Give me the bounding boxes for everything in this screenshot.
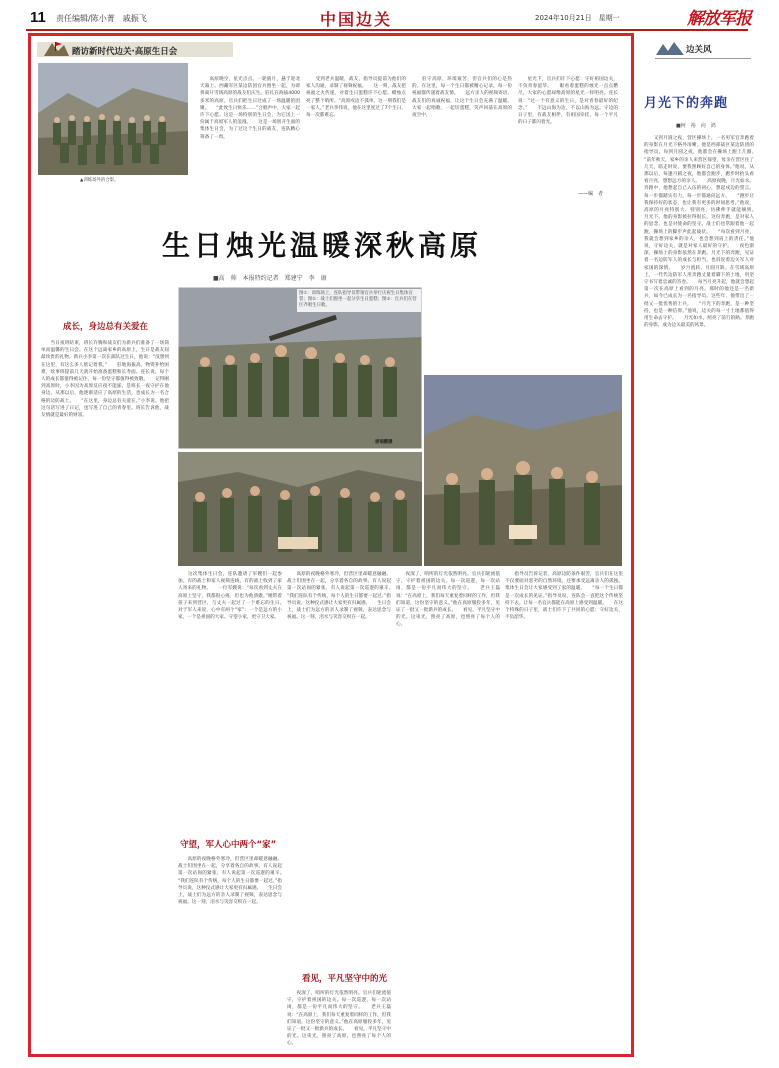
page-header (0, 0, 779, 32)
article-headline: 生日烛光温暖深秋高原 (162, 229, 483, 262)
article-col-d: 夜深了，哨所的灯光依然明亮。官兵们轮流值守，守护着祖国的边关。每一次巡逻，每一次站岗，都是一份平凡而伟大的坚守。 老兵王磊说：“在高原上，我们每天重复着同样的工作，但我们知道，这份坚守的意义。”他在高原服役多年，见证了一批又一批新兵的成长。 看见，平凡坚守中的光。这束光，照亮了高原，也照亮了每个人的心。 (396, 572, 500, 628)
top-photo-caption: ▲训练场外的合影。 (80, 178, 119, 183)
article-col-c2: 夜深了，哨所的灯光依然明亮。官兵们轮流值守，守护着祖国的边关。每一次巡逻，每一次站岗，都是一份平凡而伟大的坚守。 老兵王磊说：“在高原上，我们每天重复着同样的工作，但我们知道，这份坚守的意义。”他在高原服役多年，见证了一批又一批新兵的成长。 看见，平凡坚守中的光。这束光，照亮了高原，也照亮了每个人的心。 (287, 991, 391, 1047)
article-col-b2: 高原的夜晚格外寒冷，但营区里却暖意融融。战士们围坐在一起，分享着各自的故事。有人说起第一次站岗的紧张，有人说起第一次巡逻的艰辛。 “我们连队有个传统，每个人的生日都要一起过。”指导员说，这种仪式感让大家更有归属感。 生日会上，战士们为远方的亲人录制了视频，表达思念与祝福。这一刻，泪水与笑容交织在一起。 (178, 857, 282, 906)
photographer-credit: 唐瑞鹏摄 (375, 440, 393, 445)
main-photo-caption: 图①：训练场上，连队指导员带领官兵举行庆祝生日集体宣誓；图②：战士们围坐一起分享生日蛋糕；图③：官兵们在营区齐唱生日歌。 (297, 289, 421, 312)
header-rule (26, 29, 748, 31)
top-photo (38, 63, 188, 175)
intro-author: ——编 者 (578, 191, 604, 197)
intro-col-2: 受到老兵温暖，战友、指导员提前为他们的家人沟通，录制了视频祝福。 这一刻，战友把祝福之火传递，对着生日蛋糕许下心愿。蜡烛点亮了整个哨所。“高原戍边不孤单，这一刻我们是一家人。”老兵李伟说，他在这里度过了7个生日，每一次都难忘。 (306, 77, 406, 119)
subhead-light: 看见，平凡坚守中的光 (302, 974, 388, 984)
article-col-b: 这次集体生日会，连队邀请了军嫂们一起参加。有的战士和家人视频连线，有的战士收到了家人寄来的礼物。 一位军嫂说：“每次看到丈夫在高原上坚守，我都很心疼，但也为他骄傲。”她带着孩子来到营区，与丈夫一起过了一个难忘的生日。 对于军人来说，心中有两个“家”：一个是远方的小家，一个是祖国的大家。守望小家，更守卫大家。 (178, 572, 282, 621)
newspaper-logo: 解放军报 (687, 9, 751, 29)
article-byline: ■高 帅 本报特约记者 郑建宁 李 康 (213, 275, 327, 282)
sidebar-tag-icon (655, 40, 685, 56)
sidebar-title: 月光下的奔跑 (644, 96, 729, 111)
sidebar-author: ■柯 裕 向 鸿 (676, 123, 716, 129)
article-col-e: 指导员告诉记者，高原边防条件艰苦，官兵们在这里不仅要面对恶劣的自然环境，还要承受远离亲人的孤独。集体生日会让大家感受到了家的温暖。 “每一个生日都是一次成长的见证。”指导员说，连队会一直把这个传统坚持下去。让每一名官兵都能在高原上感受到温暖。 在这个特殊的日子里，战士们许下了共同的心愿：守好边关，不负韶华。 (505, 572, 623, 621)
sidebar-text: 又到月圆之夜，营区操场上，一名男军官奔跑着的身影在月光下格外清晰。他是西部战区某边防团的指导员，每到月圆之夜，他都会在操场上跑上几圈。 “前年秋天，家乡的亲人来营区探望，母亲在营区住了几天，临走时说，要我照顾好自己的身体。”他说，从那以后，每逢月圆之夜，他都会跑步，跑步时抬头看看月亮，想想远方的亲人。 高原夜晚，月光如水。奔跑中，他想起自己入伍的初心，想起戍边的誓言。每一步都踏实有力，每一步都通向远方。 “跑步让我保持好的状态，也让我有更多的时间思考。”他说，高原的月亮特别大、特别亮，仿佛伸手就能摘到。 月光下，他的身影被拉得很长。这份奔跑，是对家人的思念，也是对使命的坚守。战士们也常跟着他一起跑，操场上的脚步声此起彼伏。 “每次看到月亮，我就会想到家乡的亲人，也会想到肩上的责任。”他说，守好边关，就是对家人最好的守护。 夜色渐深，操场上的身影依然在奔跑。月光下的奔跑，见证着一名边防军人的成长与担当，也诉说着边关军人对家国的深情。 岁月流转，月圆月缺。在雪域高原上，一代代边防军人用奔跑丈量着脚下的土地，用坚守书写着忠诚的答卷。 每当月亮升起，他就会想起第一次在高原上看到的月亮。那时的他还是一名新兵，如今已成长为一名指导员。这些年，他带出了一批又一批优秀的士兵。 “月光下的奔跑，是一种坚持，也是一种信仰。”他说，边关的每一寸土地都值得用生命去守护。 月光如水，照亮了前行的路。奔跑的身影，成为边关最美的风景。 (644, 136, 754, 329)
badge-flag-icon (42, 41, 70, 57)
article-col-c: 高原的夜晚格外寒冷，但营区里却暖意融融。战士们围坐在一起，分享着各自的故事。有人说起第一次站岗的紧张，有人说起第一次巡逻的艰辛。 “我们连队有个传统，每个人的生日都要一起过。”指导员说，这种仪式感让大家更有归属感。 生日会上，战士们为远方的亲人录制了视频，表达思念与祝福。这一刻，泪水与笑容交织在一起。 (287, 572, 391, 621)
issue-date: 2024年10月21日 星期一 (535, 14, 620, 22)
intro-col-1: 高原晚空，星光点点。一轮圆月，悬于迎北天幕上。西藏军区某边防团官兵围坐一起，为即将离开雪域高原的战友们庆生。驻扎在海拔4000多米的高原，官兵们把生日过成了一场温暖的团聚。 “此致生日快乐……”合唱声中，大家一起许下心愿。这是一场特别的生日会，为它送上一份属于高原军人的浪漫。 这是一场别开生面的集体生日会，为了过这个生日的战友，连队精心筹备了一周。 (200, 77, 300, 140)
subhead-two-homes: 守望，军人心中两个“家” (180, 840, 277, 850)
page-number: 11 (30, 9, 46, 26)
sidebar-tag: 边关风 (686, 45, 712, 55)
main-photo-3 (424, 375, 622, 566)
article-col-a: 当日夜班结束，班长许腾和战友们为新兵们准备了一场简单而温馨的生日会。在这个远离家乡的高原上，生日是战友间最珍贵的礼物。新兵小李第一次在部队过生日，他说：“没想到在这里，有这么多人惦记着我。” 驻地海拔高，物资补给困难，炊事班提前几天就开始准备蛋糕和长寿面。连长说，每个人的成长都值得被记住，每一份坚守都值得被致敬。 记得刚到高原时，小李因为高原反应夜不能寐，是班长一夜守护在他身边。从那以后，他逐渐适应了高原的生活，也成长为一名合格的边防战士。 “在这里，身边总有关爱在。”小李说。他把这句话写进了日记，也写进了自己的青春里。班长告诉他，战友情就是最好的财富。 (41, 341, 169, 419)
intro-col-3: 驻守高原，环境艰苦，但官兵们的心是热的。在这里，每一个生日都被精心记录，每一份祝福都传递着战友情。 远方亲人的视频寄语、战友们的真诚祝福，让这个生日会充满了温暖。大家一起唱歌、一起切蛋糕，笑声回荡在高原的夜空中。 (412, 77, 512, 119)
column-badge-text: 踏访新时代边关·高原生日会 (72, 47, 178, 57)
intro-col-4: 星光下，官兵们许下心愿：守好祖国边关，不负青春韶华。 眼看着蛋糕的烛光一点点燃尽，大家的心愿却像高原的星光一样明亮。连长说：“过一个有意义的生日，是对青春最好的纪念。” 不远山海为边，不以山海为远。守边的日子里，有战友相伴，有祖国牵挂，每一个平凡的日子都闪着光。 (518, 77, 618, 126)
editor-credit: 责任编辑/陈小菁 戚振飞 (56, 14, 147, 23)
sidebar-tag-rule (655, 58, 751, 59)
main-photo-2 (178, 452, 422, 566)
subhead-growth: 成长，身边总有关爱在 (63, 322, 149, 332)
section-title: 中国边关 (320, 10, 393, 29)
